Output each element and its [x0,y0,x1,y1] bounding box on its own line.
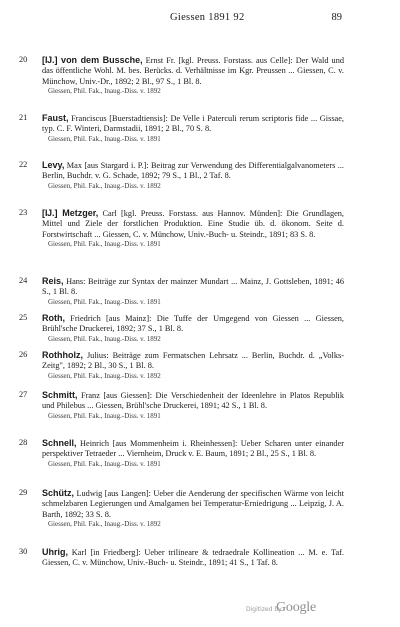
entry-29 [19,488,344,529]
entry-note: Giessen, Phil. Fak., Inaug.-Diss. v. 1891 [48,239,161,248]
entry-text: Karl [in Friedberg]: Ueber trilineare & tedraedrale Kollineation ... M. e. Taf. Giessen, C. v. Münchow, Univ.-Buch- u. Steindr., 1891; 41 S., 1 Taf. 8. [42,548,344,568]
entry-note: Giessen, Phil. Fak., Inaug.-Diss. v. 1891 [48,411,161,420]
entry-note: Giessen, Phil. Fak., Inaug.-Diss. v. 1892 [48,371,161,380]
entry-author: Levy, [42,160,65,170]
entry-author: Schmitt, [42,390,78,400]
entry-21 [19,113,344,144]
watermark-prefix: Digitized by [246,606,282,613]
entry-20 [19,55,344,96]
entry-note: Giessen, Phil. Fak., Inaug.-Diss. v. 1892 [48,519,161,528]
entry-text: Franz [aus Giessen]: Die Verschiedenheit der Ideenlehre in Platos Republik und Philebus ... Giessen, Brühl'sche Druckerei, 1891; 42 S., 1 Bl. 8. [42,391,344,411]
header-title: Giessen 1891 92 [170,12,245,23]
entry-30 [19,547,344,569]
entry-author: Rothholz, [42,350,83,360]
entry-text: Ernst Fr. [kgl. Preuss. Forstass. aus Celle]: Der Wald und das öffentliche Wohl. M. bes. Berücks. d. Verhältnisse im Kgr. Preussen ... Giessen, C. v. Münchow, Univ.-Dr., 1892; 2 Bl., 97 S., 1 Bl. 8. [42,56,344,86]
entry-note: Giessen, Phil. Fak., Inaug.-Diss. v. 1891 [48,297,161,306]
entry-author: Schnell, [42,438,77,448]
google-logo: Google [276,600,317,615]
entry-number: 25 [19,313,28,322]
entry-23 [19,208,344,249]
entry-note: Giessen, Phil. Fak., Inaug.-Diss. v. 1891 [48,459,161,468]
entry-22 [19,160,344,191]
entry-number: 20 [19,55,28,64]
entry-number: 27 [19,390,28,399]
entry-number: 24 [19,276,28,285]
entry-note: Giessen, Phil. Fak., Inaug.-Diss. v. 1892 [48,334,161,343]
running-header [0,12,400,26]
entry-number: 26 [19,350,28,359]
entry-author: Reis, [42,276,64,286]
page-number: 89 [331,12,342,23]
entry-number: 30 [19,547,28,556]
entry-author: Uhrig, [42,547,68,557]
entry-number: 29 [19,488,28,497]
entry-28 [19,438,344,469]
entry-number: 21 [19,113,28,122]
entry-text: Carl [kgl. Preuss. Forstass. aus Hannov. Münden]: Die Grundlagen, Mittel und Ziele der forstlichen Produktion. Eine Studie üb. d. ökonom. Seite d. Forstwirtschaft ... Giessen, C. v. Münchow, Univ.-Buch- u. Steindr., 1891; 83 S. 8. [42,209,344,239]
entry-27 [19,390,344,421]
entry-author: [Ĳ.] von dem Bussche, [42,55,143,65]
entry-number: 22 [19,160,28,169]
entry-author: [Ĳ.] Metzger, [42,208,99,218]
digitized-watermark [246,600,356,618]
entry-note: Giessen, Phil. Fak., Inaug.-Diss. v. 1891 [48,134,161,143]
entry-text: Ludwig [aus Langen]: Ueber die Aenderung der specifischen Wärme von leicht schmelzbaren Legierungen und Amalgamen bei Temperatur-Erniedrigung ... Leipzig, J. A. Barth, 1892; 33 S. 8. [42,489,344,519]
entry-number: 23 [19,208,28,217]
entry-text: Friedrich [aus Mainz]: Die Tuffe der Umgegend von Giessen ... Giessen, Brühl'sche Druckerei, 1892; 37 S., 1 Bl. 8. [42,314,344,334]
entry-24 [19,276,344,307]
entry-25 [19,313,344,344]
entry-number: 28 [19,438,28,447]
entry-author: Faust, [42,113,69,123]
entry-text: Heinrich [aus Mommenheim i. Rheinhessen]: Ueber Scharen unter einander perspektiver Tetraeder ... Viernheim, Druck v. E. Baum, 1891; 2 Bl., 25 S., 1 Bl. 8. [42,439,344,459]
entry-author: Schütz, [42,488,75,498]
entry-text: Franciscus [Buerstadtiensis]: De Velle i Paterculi rerum scriptoris fide ... Gissae, typ. C. F. Winteri, Darmstadii, 1891; 2 Bl., 70 S. 8. [42,114,344,134]
entry-note: Giessen, Phil. Fak., Inaug.-Diss. v. 1892 [48,86,161,95]
entry-text: Hans: Beiträge zur Syntax der mainzer Mundart ... Mainz, J. Gottsleben, 1891; 46 S., 1 Bl. 8. [42,277,344,297]
entry-26 [19,350,344,381]
entry-author: Roth, [42,313,65,323]
entry-text: Julius: Beiträge zum Fermatschen Lehrsatz ... Berlin, Buchdr. d. „Volks-Zeitg", 1892; 2 Bl., 30 S., 1 Bl. 8. [42,351,344,371]
entry-text: Max [aus Stargard i. P.]: Beitrag zur Verwendung des Differentialgalvanometers ... Berlin, Buchdr. v. G. Schade, 1892; 79 S., 1 Bl., 2 Taf. 8. [42,161,344,181]
entry-note: Giessen, Phil. Fak., Inaug.-Diss. v. 1892 [48,181,161,190]
